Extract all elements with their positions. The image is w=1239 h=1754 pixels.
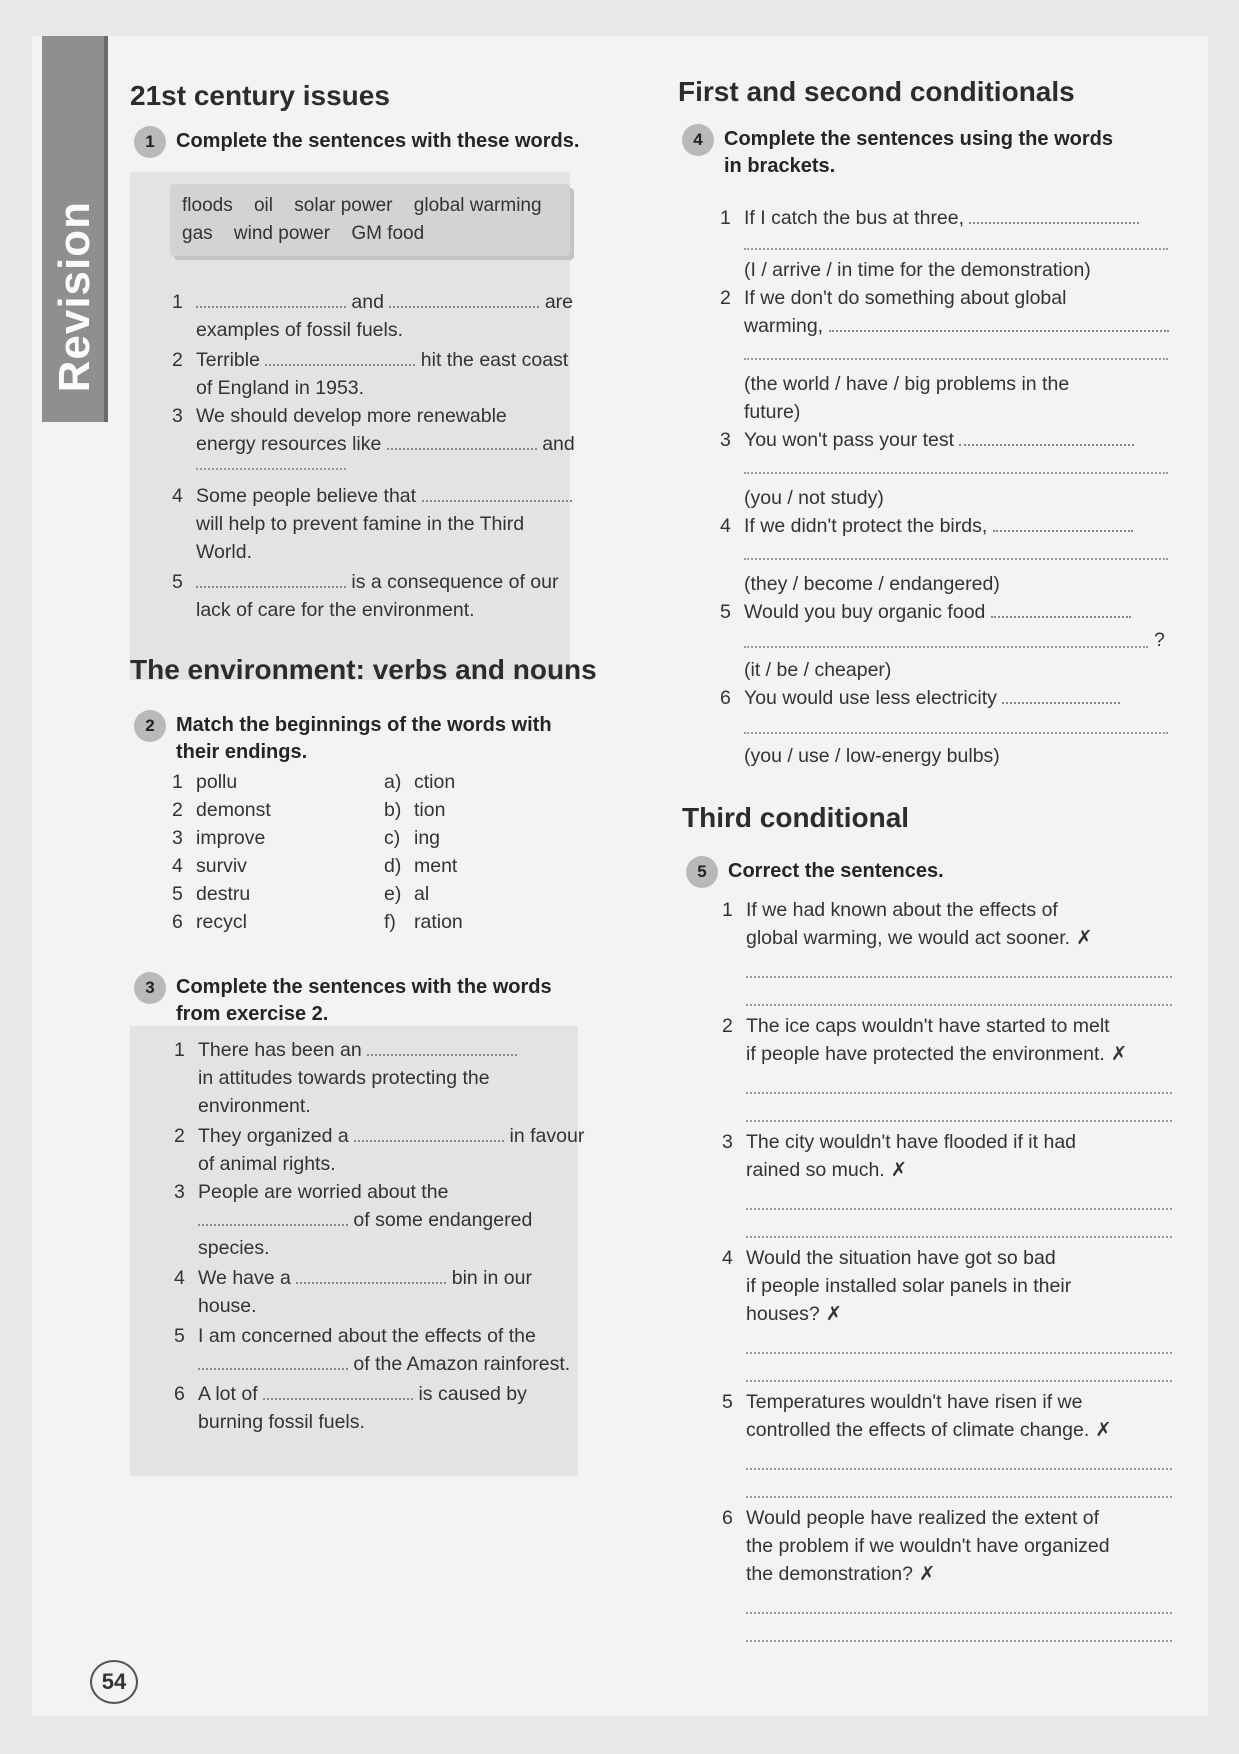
ex3-item-4-cont: house. (198, 1295, 257, 1317)
cross-mark-icon: ✗ (1076, 927, 1093, 949)
exercise-instruction-cont: in brackets. (724, 155, 836, 177)
answer-blank[interactable] (198, 1352, 348, 1370)
revision-side-tab (42, 36, 108, 422)
ex4-item-6-prompt: (you / use / low-energy bulbs) (744, 745, 1000, 767)
word-box (170, 184, 570, 256)
match-left-item: 5 destru (172, 883, 251, 905)
ex3-item-1: 1 There has been an (174, 1036, 517, 1064)
answer-blank[interactable] (993, 514, 1133, 532)
ex4-item-1: 1 If I catch the bus at three, (720, 204, 1139, 232)
answer-line[interactable] (746, 1380, 1172, 1382)
answer-blank[interactable] (354, 1124, 504, 1142)
ex4-item-3-prompt: (you / not study) (744, 487, 884, 509)
ex3-item-1-cont2: environment. (198, 1095, 311, 1117)
ex5-item-3-cont: rained so much. ✗ (746, 1159, 908, 1181)
ex4-item-5: 5 Would you buy organic food (720, 598, 1131, 626)
answer-line[interactable] (744, 358, 1168, 360)
ex5-item-4-cont: if people installed solar panels in their (746, 1275, 1072, 1297)
answer-line[interactable] (746, 1236, 1172, 1238)
ex4-item-2-prompt: (the world / have / big problems in the (744, 373, 1070, 395)
answer-blank[interactable] (296, 1266, 446, 1284)
word-chip: floods (182, 195, 233, 216)
ex3-item-3: 3 People are worried about the (174, 1181, 449, 1203)
exercise-instruction-cont: their endings. (176, 741, 308, 763)
ex5-item-1: 1 If we had known about the effects of (722, 899, 1058, 921)
match-right-item: a) ction (384, 771, 456, 793)
exercise-2-header (134, 712, 552, 766)
answer-line[interactable] (746, 1208, 1172, 1210)
answer-blank[interactable] (387, 432, 537, 450)
answer-line[interactable] (746, 1004, 1172, 1006)
exercise-number-badge: 2 (134, 710, 166, 742)
match-right-item: d) ment (384, 855, 458, 877)
ex3-item-6: 6 A lot of is caused by (174, 1383, 527, 1405)
exercise-5-header (686, 858, 944, 888)
answer-blank[interactable] (263, 1382, 413, 1400)
ex5-item-4-cont2: houses? ✗ (746, 1303, 843, 1325)
answer-blank[interactable] (959, 428, 1134, 446)
ex4-item-3: 3 You won't pass your test (720, 426, 1134, 454)
ex1-item-5: 5 is a consequence of our (172, 571, 559, 593)
answer-line[interactable] (744, 472, 1168, 474)
exercise-number-badge: 3 (134, 972, 166, 1004)
workbook-page (32, 36, 1208, 1716)
match-right-item: c) ing (384, 827, 441, 849)
answer-line[interactable] (744, 558, 1168, 560)
word-chip: oil (253, 195, 273, 216)
cross-mark-icon: ✗ (1095, 1419, 1112, 1441)
match-right-item: b) tion (384, 799, 446, 821)
ex1-item-5-cont: lack of care for the environment. (196, 599, 475, 621)
answer-blank[interactable] (265, 348, 415, 366)
answer-line[interactable] (196, 468, 346, 470)
answer-blank[interactable] (991, 600, 1131, 618)
answer-blank[interactable] (367, 1038, 517, 1056)
section-title-conditionals: First and second conditionals (678, 76, 1075, 107)
match-left-item: 3 improve (172, 827, 266, 849)
exercise-instruction-cont: from exercise 2. (176, 1003, 329, 1025)
ex5-item-4: 4 Would the situation have got so bad (722, 1247, 1056, 1269)
ex1-item-2: 2 Terrible hit the east coast (172, 349, 569, 371)
answer-blank[interactable] (196, 570, 346, 588)
word-chip: gas (182, 223, 213, 244)
ex1-item-3-cont: energy resources like and (196, 433, 575, 455)
word-chip: global warming (413, 195, 542, 216)
answer-line[interactable] (744, 646, 1148, 648)
ex4-item-6: 6 You would use less electricity (720, 684, 1120, 712)
match-right-item: e) al (384, 883, 430, 905)
answer-line[interactable] (746, 1612, 1172, 1614)
match-left-item: 1 pollu (172, 771, 238, 793)
section-title-environment: The environment: verbs and nouns (130, 654, 597, 685)
ex5-item-1-cont: global warming, we would act sooner. ✗ (746, 927, 1093, 949)
ex5-item-5: 5 Temperatures wouldn't have risen if we (722, 1391, 1083, 1413)
section-title-third-conditional: Third conditional (682, 802, 910, 833)
ex1-item-4-cont2: World. (196, 541, 252, 563)
answer-blank[interactable] (829, 314, 1169, 332)
answer-line[interactable] (746, 1092, 1172, 1094)
ex3-item-1-cont: in attitudes towards protecting the (198, 1067, 490, 1089)
exercise-instruction: Match the beginnings of the words with (176, 714, 552, 736)
match-right-item: f) ration (384, 911, 463, 933)
ex3-item-6-cont: burning fossil fuels. (198, 1411, 365, 1433)
answer-blank[interactable] (969, 206, 1139, 224)
ex5-item-2-cont: if people have protected the environment. ✗ (746, 1043, 1128, 1065)
match-left-item: 4 surviv (172, 855, 247, 877)
ex1-item-4-cont: will help to prevent famine in the Third (196, 513, 525, 535)
exercise-instruction: Complete the sentences with the words (176, 976, 552, 998)
answer-line[interactable] (744, 248, 1168, 250)
cross-mark-icon: ✗ (918, 1563, 936, 1585)
word-chip: wind power (233, 223, 331, 244)
exercise-instruction: Complete the sentences using the words (724, 128, 1113, 150)
ex5-item-2: 2 The ice caps wouldn't have started to melt (722, 1015, 1110, 1037)
ex5-item-6: 6 Would people have realized the extent of (722, 1507, 1100, 1529)
ex5-item-3: 3 The city wouldn't have flooded if it had (722, 1131, 1077, 1153)
ex4-item-4: 4 If we didn't protect the birds, (720, 512, 1133, 540)
exercise-instruction: Complete the sentences with these words. (176, 130, 580, 152)
exercise-number-badge: 1 (134, 126, 166, 158)
exercise-1-header (134, 128, 579, 158)
ex1-item-3: 3 We should develop more renewable (172, 405, 507, 427)
ex4-item-1-prompt: (I / arrive / in time for the demonstration) (744, 259, 1091, 281)
ex4-item-2-cont: warming, (744, 312, 1169, 340)
ex1-item-1: 1 and are (172, 291, 573, 313)
exercise-number-badge: 4 (682, 124, 714, 156)
ex1-item-1-cont: examples of fossil fuels. (196, 319, 404, 341)
question-mark: ? (1154, 629, 1165, 651)
cross-mark-icon: ✗ (825, 1303, 843, 1325)
section-title-21st-century: 21st century issues (130, 80, 390, 111)
answer-line[interactable] (746, 1468, 1172, 1470)
ex4-item-4-prompt: (they / become / endangered) (744, 573, 1000, 595)
ex1-item-2-cont: of England in 1953. (196, 377, 365, 399)
answer-blank[interactable] (1002, 686, 1120, 704)
answer-line[interactable] (746, 976, 1172, 978)
answer-blank[interactable] (389, 290, 539, 308)
ex4-item-2: 2 If we don't do something about global (720, 287, 1067, 309)
answer-blank[interactable] (198, 1208, 348, 1226)
ex5-item-6-cont: the problem if we wouldn't have organized (746, 1535, 1110, 1557)
answer-blank[interactable] (196, 290, 346, 308)
exercise-number-badge: 5 (686, 856, 718, 888)
ex4-item-5-prompt: (it / be / cheaper) (744, 659, 892, 681)
exercise-instruction: Correct the sentences. (728, 860, 944, 882)
answer-blank[interactable] (422, 484, 572, 502)
ex3-item-5: 5 I am concerned about the effects of the (174, 1325, 536, 1347)
answer-line[interactable] (746, 1352, 1172, 1354)
match-left-item: 2 demonst (172, 799, 271, 821)
ex3-item-4: 4 We have a bin in our (174, 1267, 532, 1289)
exercise-4-header (682, 126, 1113, 180)
cross-mark-icon: ✗ (890, 1159, 908, 1181)
answer-line[interactable] (744, 732, 1168, 734)
ex5-item-5-cont: controlled the effects of climate change. ✗ (746, 1419, 1112, 1441)
page-number: 54 (90, 1660, 138, 1704)
ex3-item-5-cont: of the Amazon rainforest. (198, 1350, 570, 1378)
ex5-item-6-cont2: the demonstration? ✗ (746, 1563, 936, 1585)
exercise-3-header (134, 974, 552, 1028)
ex1-item-4: 4 Some people believe that (172, 482, 572, 510)
ex4-item-2-prompt-cont: future) (744, 401, 801, 423)
ex3-item-3-cont2: species. (198, 1237, 270, 1259)
answer-line[interactable] (746, 1640, 1172, 1642)
side-tab-label: Revision (50, 200, 99, 392)
answer-line[interactable] (746, 1120, 1172, 1122)
cross-mark-icon: ✗ (1110, 1043, 1128, 1065)
ex3-item-3-cont: of some endangered (198, 1206, 532, 1234)
word-chip: GM food (351, 223, 425, 244)
ex3-item-2-cont: of animal rights. (198, 1153, 336, 1175)
ex3-item-2: 2 They organized a in favour (174, 1125, 585, 1147)
word-chip: solar power (294, 195, 393, 216)
answer-line[interactable] (746, 1496, 1172, 1498)
match-left-item: 6 recycl (172, 911, 247, 933)
